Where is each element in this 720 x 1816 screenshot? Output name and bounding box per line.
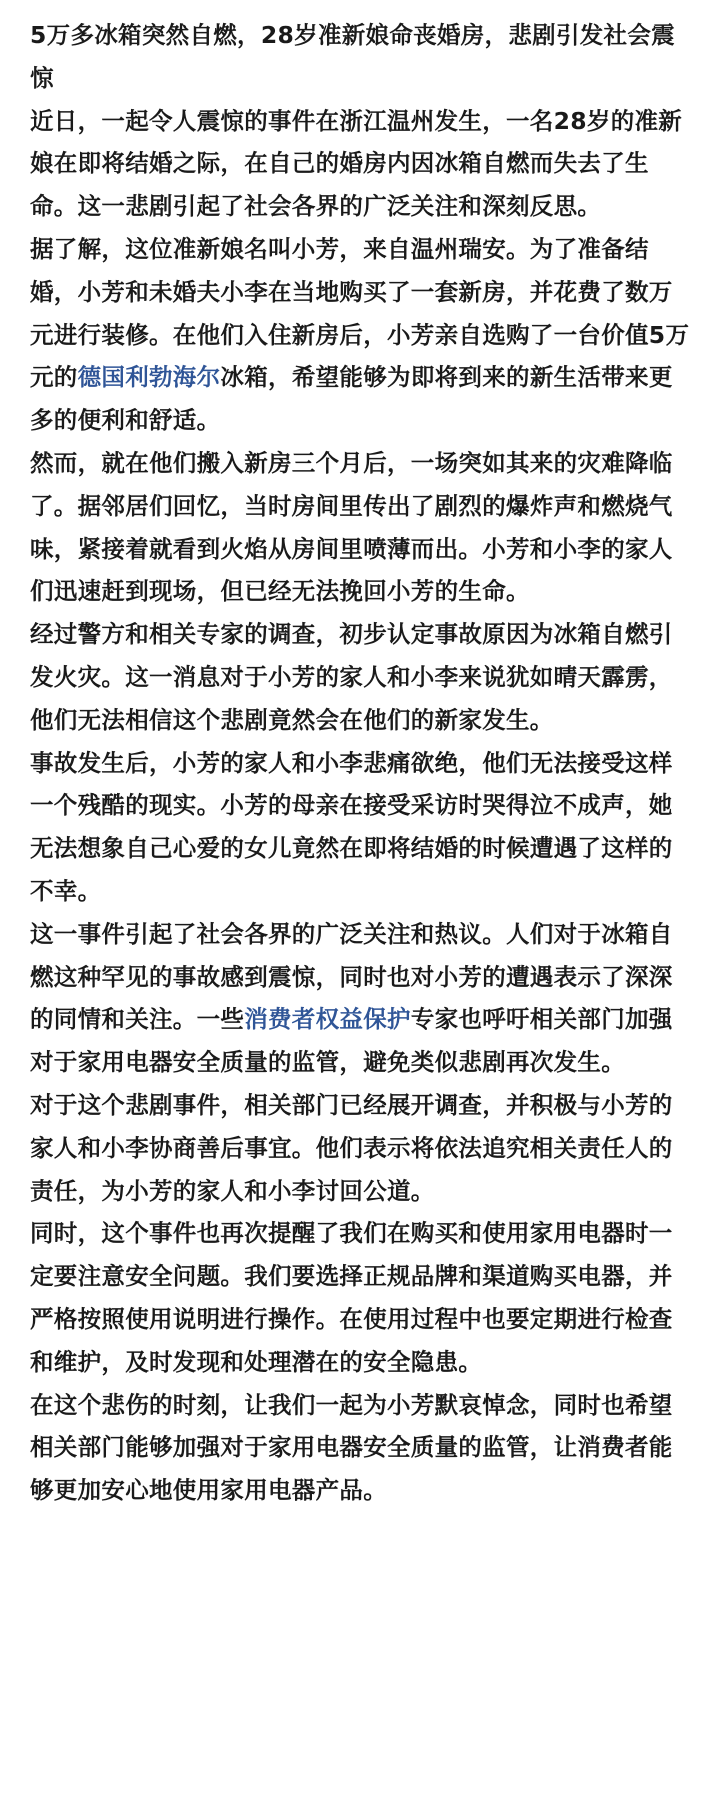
- paragraph-2-text-before: 据了解，这位准新娘名叫小芳，来自温州瑞安。为了准备结婚，小芳和未婚夫小李在当地购买了一套新房，并花费了数万元进行装修。在他们入住新房后，小芳亲自选购了一台价值5万元的: [30, 234, 690, 392]
- brand-link-liebherr[interactable]: 德国利勃海尔: [77, 363, 221, 392]
- consumer-rights-link[interactable]: 消费者权益保护: [244, 1005, 411, 1034]
- paragraph-6-text-after: 专家也呼吁相关部门加强对于家用电器安全质量的监管，避免类似悲剧再次发生。: [30, 1005, 673, 1077]
- paragraph-1: 近日，一起令人震惊的事件在浙江温州发生，一名28岁的准新娘在即将结婚之际，在自己的婚房内因冰箱自燃而失去了生命。这一悲剧引起了社会各界的广泛关注和深刻反思。: [30, 106, 683, 221]
- paragraph-2-text-after: 冰箱，希望能够为即将到来的新生活带来更多的便利和舒适。: [30, 363, 673, 435]
- paragraph-6: [30, 913, 690, 1084]
- paragraph-2: [30, 228, 690, 442]
- paragraph-7: 对于这个悲剧事件，相关部门已经展开调查，并积极与小芳的家人和小李协商善后事宜。他们表示将依法追究相关责任人的责任，为小芳的家人和小李讨回公道。: [30, 1090, 673, 1205]
- article-title: 5万多冰箱突然自燃，28岁准新娘命丧婚房，悲剧引发社会震惊: [30, 21, 675, 92]
- paragraph-9: 在这个悲伤的时刻，让我们一起为小芳默哀悼念，同时也希望相关部门能够加强对于家用电器安全质量的监管，让消费者能够更加安心地使用家用电器产品。: [30, 1390, 673, 1505]
- paragraph-6-text-before: 这一事件引起了社会各界的广泛关注和热议。人们对于冰箱自燃这种罕见的事故感到震惊，同时也对小芳的遭遇表示了深深的同情和关注。一些: [30, 919, 673, 1034]
- paragraph-8: 同时，这个事件也再次提醒了我们在购买和使用家用电器时一定要注意安全问题。我们要选择正规品牌和渠道购买电器，并严格按照使用说明进行操作。在使用过程中也要定期进行检查和维护，及时发现和处理潜在的安全隐患。: [30, 1219, 673, 1376]
- paragraph-4: 经过警方和相关专家的调查，初步认定事故原因为冰箱自燃引发火灾。这一消息对于小芳的家人和小李来说犹如晴天霹雳，他们无法相信这个悲剧竟然会在他们的新家发生。: [30, 620, 673, 734]
- paragraph-3: 然而，就在他们搬入新房三个月后，一场突如其来的灾难降临了。据邻居们回忆，当时房间里传出了剧烈的爆炸声和燃烧气味，紧接着就看到火焰从房间里喷薄而出。小芳和小李的家人们迅速赶到现场，但已经无法挽回小芳的生命。: [30, 448, 673, 606]
- paragraph-5: 事故发生后，小芳的家人和小李悲痛欲绝，他们无法接受这样一个残酷的现实。小芳的母亲在接受采访时哭得泣不成声，她无法想象自己心爱的女儿竟然在即将结婚的时候遭遇了这样的不幸。: [30, 748, 673, 905]
